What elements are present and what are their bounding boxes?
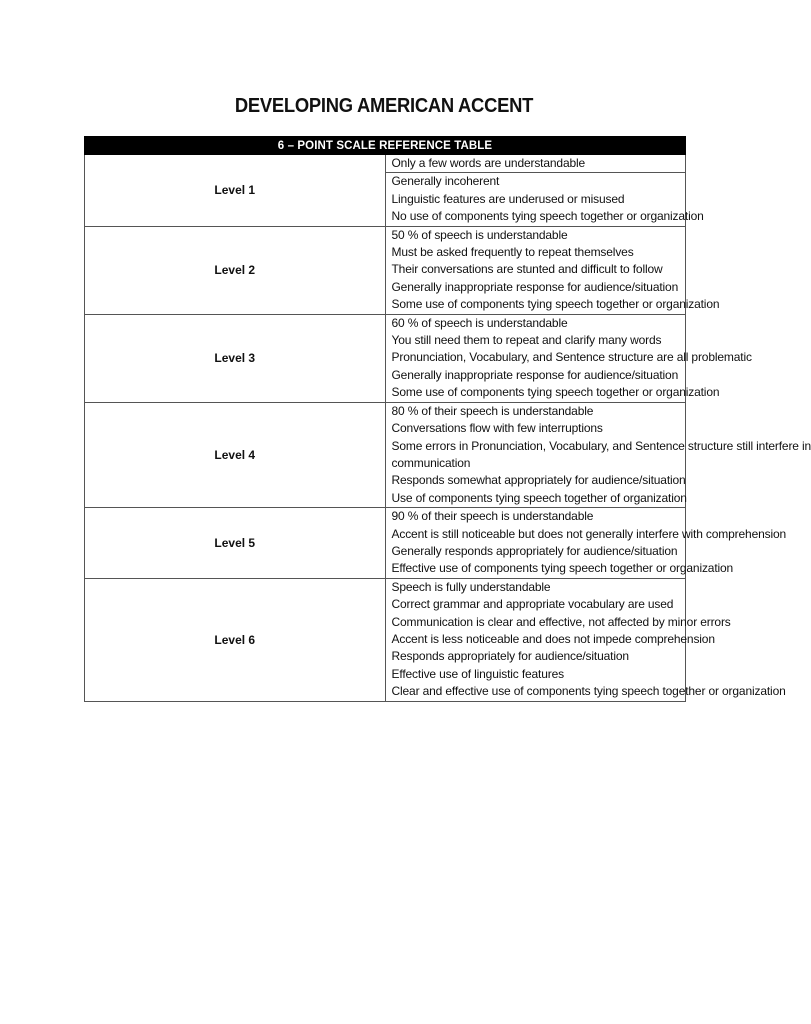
level-label: Level 3 [85,314,386,402]
criteria-line: No use of components tying speech together or organization [391,209,704,224]
level-label: Level 5 [85,508,386,579]
criteria-line: Effective use of components tying speech together or organization [391,561,734,576]
table-row [85,226,686,314]
criteria-line: Correct grammar and appropriate vocabulary are used [391,597,674,612]
criteria-cell [385,314,752,402]
table-row [85,314,686,402]
criteria-line: Conversations flow with few interruptions [391,421,603,436]
reference-table [84,136,811,702]
criteria-cell [385,226,720,314]
criteria-cell [385,155,686,173]
criteria-cell [385,173,704,226]
criteria-line: Generally responds appropriately for audience/situation [391,543,678,558]
criteria-line: Communication is clear and effective, not affected by minor errors [391,614,731,629]
criteria-line: Some use of components tying speech together or organization [391,385,720,400]
criteria-line: Responds appropriately for audience/situation [391,649,629,664]
table-row [85,578,686,701]
criteria-line: Accent is still noticeable but does not generally interfere with comprehension [391,526,787,541]
criteria-line: Use of components tying speech together of organization [391,490,687,505]
criteria-line: 80 % of their speech is understandable [391,403,594,418]
table-row [85,155,686,173]
table-header-row [85,137,686,155]
criteria-line: 50 % of speech is understandable [391,227,568,242]
criteria-line: Their conversations are stunted and difficult to follow [391,262,663,277]
level-label: Level 1 [85,155,386,227]
criteria-line: Responds somewhat appropriately for audience/situation [391,473,686,488]
criteria-line: 60 % of speech is understandable [391,315,568,330]
page-title: DEVELOPING AMERICAN ACCENT [234,95,534,117]
level-label: Level 2 [85,226,386,314]
criteria-line: Clear and effective use of components tying speech together or organization [391,684,786,699]
criteria-line: Some use of components tying speech together or organization [391,297,720,312]
criteria-line: Generally inappropriate response for audience/situation [391,367,679,382]
criteria-cell [385,402,811,507]
criteria-line: Speech is fully understandable [391,579,551,594]
criteria-line: 90 % of their speech is understandable [391,509,594,524]
table-body [85,155,811,702]
level-label: Level 4 [85,402,386,507]
criteria-line: Must be asked frequently to repeat themselves [391,245,634,260]
criteria-line: Some errors in Pronunciation, Vocabulary, and Sentence structure still interfere in [391,438,811,453]
criteria-cell [385,578,786,701]
criteria-line: Generally inappropriate response for audience/situation [391,279,679,294]
criteria-cell [385,508,787,579]
criteria-line: Pronunciation, Vocabulary, and Sentence structure are all problematic [391,350,752,365]
level-label: Level 6 [85,578,386,701]
criteria-line: Only a few words are understandable [391,156,586,170]
criteria-line: Accent is less noticeable and does not impede comprehension [391,631,715,646]
criteria-line: communication [391,455,471,470]
criteria-line: Effective use of linguistic features [391,666,564,681]
criteria-line: Linguistic features are underused or misused [391,191,625,206]
table-row [85,508,686,579]
table-row [85,402,686,507]
table-header: 6 – POINT SCALE REFERENCE TABLE [85,137,686,155]
criteria-line: You still need them to repeat and clarify many words [391,333,662,348]
criteria-line: Generally incoherent [391,174,500,189]
